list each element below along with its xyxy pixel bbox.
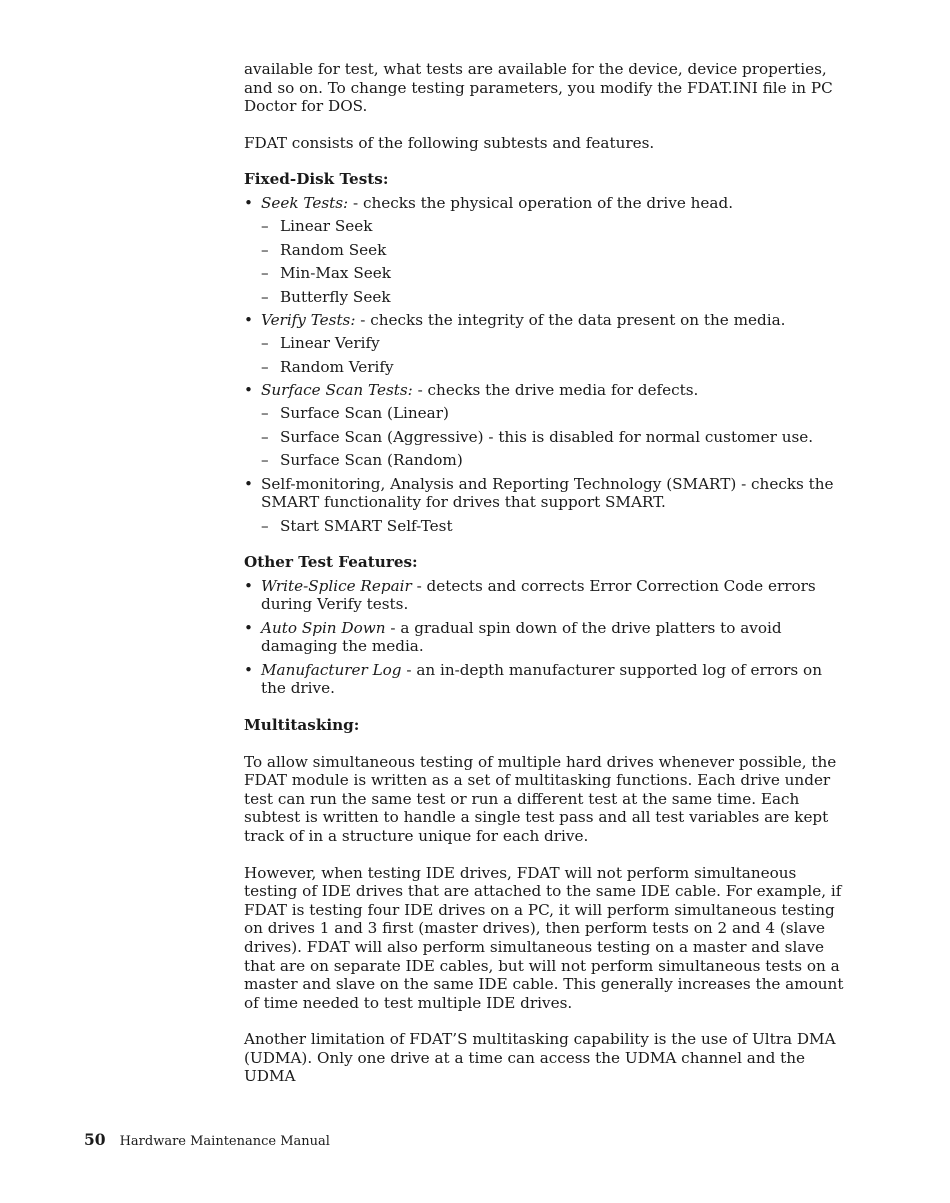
multitasking-paragraph-3: Another limitation of FDAT’S multitasking capability is the use of Ultra DMA (UDMA). Only one drive at a time can access the UDMA channel and the UDMA [244, 1030, 836, 1086]
bullet-mark: • [244, 474, 253, 493]
desc-surface-scan-tests: - checks the drive media for defects. [412, 381, 699, 400]
bullet-mark: • [244, 193, 253, 212]
page-body [244, 60, 844, 1104]
multitasking-heading: Multitasking: [244, 715, 360, 734]
desc-seek-tests: - checks the physical operation of the drive head. [348, 193, 734, 212]
dash-mark: – [261, 240, 269, 259]
term-manufacturer-log: Manufacturer Log [261, 660, 402, 679]
desc-auto-spin-down: - a gradual spin down of the drive platters to avoid damaging the media. [261, 618, 782, 656]
list-item-verify-tests [244, 311, 844, 376]
sub-item [261, 264, 844, 283]
sub-item-label: Surface Scan (Random) [280, 451, 463, 470]
manual-title: Hardware Maintenance Manual [119, 1134, 330, 1149]
other-features-list [244, 577, 844, 698]
sub-item [261, 517, 844, 536]
bullet-mark: • [244, 310, 253, 329]
fixed-disk-list [244, 194, 844, 535]
sub-item-label: Linear Verify [280, 334, 380, 353]
surface-scan-sublist [261, 404, 844, 469]
bullet-mark: • [244, 576, 253, 595]
term-auto-spin-down: Auto Spin Down [261, 618, 386, 637]
term-write-splice-repair: Write-Splice Repair [261, 576, 412, 595]
dash-mark: – [261, 264, 269, 283]
sub-item-label: Surface Scan (Aggressive) - this is disabled for normal customer use. [280, 427, 814, 446]
sub-item-label: Linear Seek [280, 217, 373, 236]
sub-item [261, 451, 844, 470]
dash-mark: – [261, 451, 269, 470]
sub-item-label: Random Verify [280, 357, 394, 376]
list-item-auto-spin-down [244, 619, 844, 656]
sub-item-label: Surface Scan (Linear) [280, 404, 449, 423]
sub-item-label: Random Seek [280, 240, 387, 259]
smart-description: Self-monitoring, Analysis and Reporting Technology (SMART) - checks the SMART functionality for drives that support SMART. [261, 474, 834, 512]
list-item-manufacturer-log [244, 661, 844, 698]
bullet-mark: • [244, 660, 253, 679]
sub-item [261, 404, 844, 423]
fixed-disk-heading: Fixed-Disk Tests: [244, 170, 389, 189]
term-verify-tests: Verify Tests: [261, 310, 356, 329]
seek-tests-sublist [261, 217, 844, 306]
bullet-mark: • [244, 618, 253, 637]
list-item-seek-tests [244, 194, 844, 306]
other-features-heading: Other Test Features: [244, 553, 418, 572]
dash-mark: – [261, 516, 269, 535]
list-item-surface-scan-tests [244, 381, 844, 470]
term-surface-scan-tests: Surface Scan Tests: [261, 381, 413, 400]
sub-item [261, 334, 844, 353]
multitasking-paragraph-1: To allow simultaneous testing of multiple hard drives whenever possible, the FDAT module is written as a set of multitasking functions. Each drive under test can run the same test or run a different test at the same time. Each subtest is written to handle a single test pass and all test variables are kept track of in a structure unique for each drive. [244, 752, 837, 845]
sub-item [261, 428, 844, 447]
dash-mark: – [261, 404, 269, 423]
desc-write-splice-repair: - detects and corrects Error Correction Code errors during Verify tests. [261, 576, 816, 614]
bullet-mark: • [244, 381, 253, 400]
term-seek-tests: Seek Tests: [261, 193, 349, 212]
verify-tests-sublist [261, 334, 844, 376]
desc-verify-tests: - checks the integrity of the data present on the media. [355, 310, 786, 329]
smart-sublist [261, 517, 844, 536]
sub-item-label: Min-Max Seek [280, 264, 391, 283]
list-item-smart [244, 475, 844, 536]
sub-item [261, 241, 844, 260]
dash-mark: – [261, 217, 269, 236]
desc-manufacturer-log: - an in-depth manufacturer supported log of errors on the drive. [261, 660, 822, 698]
sub-item [261, 358, 844, 377]
page-number: 50 [84, 1130, 106, 1149]
dash-mark: – [261, 427, 269, 446]
dash-mark: – [261, 334, 269, 353]
subtests-intro-paragraph: FDAT consists of the following subtests and features. [244, 133, 655, 152]
intro-paragraph: available for test, what tests are available for the device, device properties, and so on. To change testing parameters, you modify the FDAT.INI file in PC Doctor for DOS. [244, 60, 833, 116]
page-footer [84, 1130, 330, 1149]
list-item-write-splice-repair [244, 577, 844, 614]
dash-mark: – [261, 287, 269, 306]
multitasking-paragraph-2: However, when testing IDE drives, FDAT will not perform simultaneous testing of IDE drives that are attached to the same IDE cable. For example, if FDAT is testing four IDE drives on a PC, it will perform simultaneous testing on drives 1 and 3 first (master drives), then perform tests on 2 and 4 (slave drives). FDAT will also perform simultaneous testing on a master and slave that are on separate IDE cables, but will not perform simultaneous tests on a master and slave on the same IDE cable. This generally increases the amount of time needed to test multiple IDE drives. [244, 863, 844, 1012]
sub-item [261, 288, 844, 307]
sub-item-label: Butterfly Seek [280, 287, 391, 306]
sub-item [261, 217, 844, 236]
sub-item-label: Start SMART Self-Test [280, 516, 453, 535]
dash-mark: – [261, 357, 269, 376]
